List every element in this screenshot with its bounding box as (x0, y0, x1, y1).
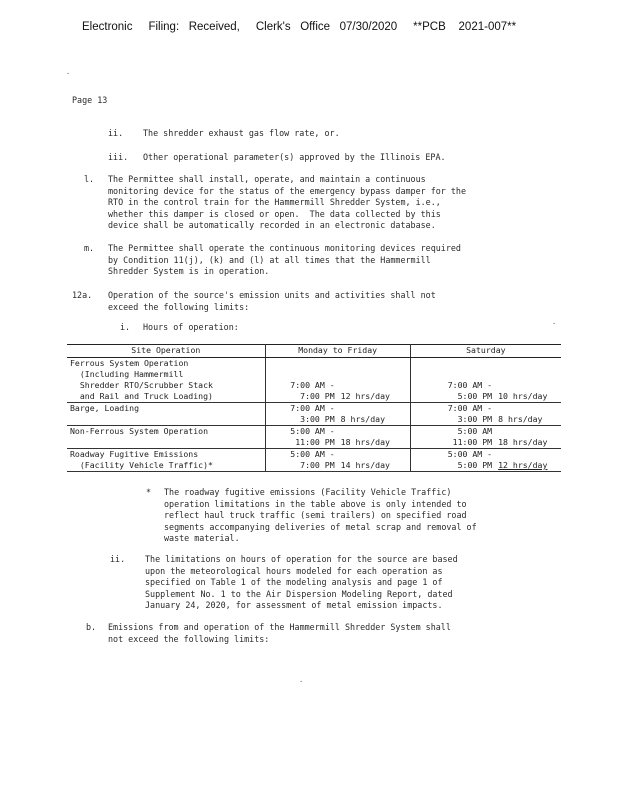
time-line: 7:00 PM (300, 391, 335, 401)
item-iii-number: iii. (108, 152, 129, 162)
saturday-hours-cell (495, 358, 561, 403)
time-line: 7:00 AM - (290, 380, 335, 390)
saturday-time-cell (410, 426, 495, 449)
paragraph-line: Supplement No. 1 to the Air Dispersion Modeling Report, dated (145, 588, 453, 599)
paragraph-line: by Condition 11(j), (k) and (l) at all times that the Hammermill (108, 254, 431, 265)
scan-speck: · (66, 70, 71, 78)
weekday-time-cell (265, 426, 338, 449)
saturday-time-cell (410, 358, 495, 403)
weekday-time-cell (265, 403, 338, 426)
item-ii-number: ii. (110, 554, 126, 564)
site-line: Ferrous System Operation (70, 358, 189, 368)
hours-value: 18 hrs/day (498, 437, 548, 447)
site-line: and Rail and Truck Loading) (70, 391, 213, 401)
saturday-hours-cell (495, 449, 561, 472)
weekday-hours-cell (338, 403, 411, 426)
weekday-hours-cell (338, 358, 411, 403)
paragraph-line: The limitations on hours of operation for the source are based (145, 554, 458, 564)
saturday-time-cell (410, 449, 495, 472)
hours-value: 12 hrs/day (340, 391, 390, 401)
table-row (67, 358, 561, 403)
time-line: 3:00 PM (300, 414, 335, 424)
table-header-row (67, 345, 561, 358)
hours-of-operation-table (67, 344, 561, 472)
hours-value: 14 hrs/day (340, 460, 390, 470)
time-line: 5:00 AM - (290, 449, 335, 459)
time-line: 3:00 PM (457, 414, 493, 424)
paragraph-line: upon the meteorological hours modeled for each operation as (145, 565, 443, 576)
weekday-hours-cell (338, 449, 411, 472)
header-saturday: Saturday (410, 345, 561, 358)
paragraph-line: device shall be automatically recorded in an electronic database. (108, 220, 436, 230)
paragraph-line: Emissions from and operation of the Hammermill Shredder System shall (108, 622, 451, 632)
weekday-time-cell (265, 358, 338, 403)
site-cell (67, 358, 265, 403)
paragraph-line: RTO in the control train for the Hammermill Shredder System, i.e., (108, 197, 441, 207)
time-line: 7:00 AM - (447, 380, 493, 390)
item-12a-number: 12a. (72, 290, 93, 300)
time-line: 5:00 PM (457, 391, 493, 401)
hours-value: 8 hrs/day (340, 414, 386, 424)
table-row (67, 449, 561, 472)
footnote-mark: * (146, 487, 152, 497)
item-iii-text: Other operational parameter(s) approved by the Illinois EPA. (143, 152, 446, 162)
site-line: (Facility Vehicle Traffic)* (70, 460, 213, 470)
hours-value: 18 hrs/day (340, 437, 390, 447)
item-l-number: l. (84, 174, 95, 184)
header-site-operation: Site Operation (67, 345, 265, 358)
time-line: 11:00 PM (452, 437, 493, 447)
time-line: 5:00 AM (457, 426, 493, 436)
paragraph-line: The roadway fugitive emissions (Facility Vehicle Traffic) (164, 487, 452, 497)
site-line: Barge, Loading (70, 403, 140, 413)
time-line: 7:00 AM - (290, 403, 335, 413)
time-line: 5:00 AM - (447, 449, 493, 459)
paragraph-line: waste material. (164, 533, 240, 543)
item-i-number: i. (120, 322, 131, 332)
table-row (67, 426, 561, 449)
site-cell (67, 403, 265, 426)
weekday-time-cell (265, 449, 338, 472)
paragraph-line: Operation of the source's emission units and activities shall not (108, 290, 436, 300)
site-cell (67, 449, 265, 472)
item-ii-number: ii. (108, 128, 124, 138)
paragraph-line: exceed the following limits: (108, 301, 250, 312)
item-i-text: Hours of operation: (143, 322, 239, 332)
site-line: Roadway Fugitive Emissions (70, 449, 199, 459)
paragraph-line: specified on Table 1 of the modeling analysis and page 1 of (145, 577, 443, 587)
saturday-hours-cell (495, 403, 561, 426)
paragraph-line: whether this damper is closed or open. The data collected by this (108, 208, 441, 219)
paragraph-line: The Permittee shall install, operate, and maintain a continuous (108, 174, 426, 184)
table-row (67, 403, 561, 426)
item-m-number: m. (84, 243, 95, 253)
hours-value: 10 hrs/day (498, 391, 548, 401)
site-line: Shredder RTO/Scrubber Stack (70, 380, 213, 390)
paragraph-line: not exceed the following limits: (108, 633, 270, 644)
scan-speck: · (552, 320, 557, 328)
paragraph-line: monitoring device for the status of the emergency bypass damper for the (108, 185, 466, 196)
time-line: 7:00 PM (300, 460, 335, 470)
saturday-hours-cell (495, 426, 561, 449)
filing-stamp-header: Electronic Filing: Received, Clerk's Office 07/30/2020 **PCB 2021-007** (82, 21, 517, 33)
paragraph-line: The Permittee shall operate the continuous monitoring devices required (108, 243, 461, 253)
hours-value: 8 hrs/day (498, 414, 543, 424)
item-ii-text: The shredder exhaust gas flow rate, or. (143, 128, 340, 138)
time-line: 11:00 PM (295, 437, 335, 447)
site-cell (67, 426, 265, 449)
site-line: (Including Hammermill (70, 369, 184, 379)
item-b-number: b. (86, 622, 97, 632)
hours-value: 12 hrs/day (498, 460, 548, 470)
saturday-time-cell (410, 403, 495, 426)
scan-speck: · (299, 678, 304, 686)
header-monday-to-friday: Monday to Friday (265, 345, 410, 358)
time-line: 5:00 AM - (290, 426, 335, 436)
time-line: 7:00 AM - (447, 403, 493, 413)
paragraph-line: operation limitations in the table above is only intended to (164, 498, 467, 509)
paragraph-line: January 24, 2020, for assessment of metal emission impacts. (145, 600, 443, 610)
time-line: 5:00 PM (457, 460, 493, 470)
weekday-hours-cell (338, 426, 411, 449)
paragraph-line: segments accompanying deliveries of metal scrap and removal of (164, 521, 477, 532)
paragraph-line: Shredder System is in operation. (108, 266, 270, 276)
paragraph-line: reflect haul truck traffic (semi trailers) on specified road (164, 510, 467, 520)
page-label: Page 13 (72, 95, 108, 105)
site-line: Non-Ferrous System Operation (70, 426, 209, 436)
